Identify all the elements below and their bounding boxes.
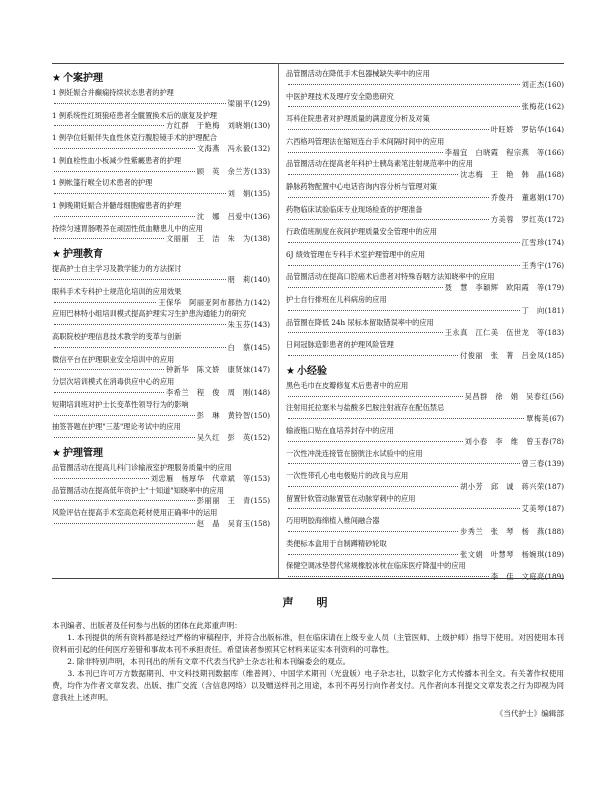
article-authors: 步秀兰 张 琴 杨 燕 bbox=[460, 527, 545, 537]
dot-leader bbox=[54, 279, 226, 280]
article-authors: 胡小芳 邱 诚 蒋兴荣 bbox=[460, 481, 545, 491]
dot-leader bbox=[54, 302, 156, 303]
author-line bbox=[286, 414, 564, 425]
dot-leader bbox=[288, 287, 443, 288]
toc-entry bbox=[286, 137, 564, 159]
article-title: 持续匀速胃肠喂养在顽固性低血糖患儿中的应用 bbox=[52, 223, 203, 233]
toc-entry bbox=[286, 426, 564, 448]
author-line bbox=[52, 388, 270, 399]
article-authors: 朋 莉 bbox=[227, 274, 251, 284]
author-line bbox=[286, 102, 564, 113]
dot-leader bbox=[54, 216, 195, 217]
article-authors: 张梅花 bbox=[521, 102, 545, 112]
dot-leader bbox=[54, 125, 164, 126]
article-title: 药物临床试验临床专业现场检查的护理准备 bbox=[286, 204, 423, 214]
article-title: 1 例系统性红斑狼疮患者全髋置换术后的康复及护理 bbox=[52, 110, 217, 120]
toc-entry bbox=[286, 250, 564, 272]
article-title: 微信平台在护理职业安全培训中的应用 bbox=[52, 354, 175, 364]
dot-leader bbox=[54, 193, 226, 194]
author-line bbox=[52, 234, 270, 245]
toc-entry bbox=[52, 508, 270, 530]
page-number: (168) bbox=[544, 170, 564, 180]
author-line bbox=[52, 212, 270, 223]
toc-entry bbox=[286, 561, 564, 583]
article-title: 耳科住院患者对护理质量的满意度分析及对策 bbox=[286, 114, 430, 124]
page-number: (56) bbox=[549, 391, 564, 401]
author-line bbox=[286, 261, 564, 272]
bottom-rule bbox=[52, 578, 564, 579]
toc-entry bbox=[52, 332, 270, 354]
author-line bbox=[286, 170, 564, 181]
article-authors: 刘正杰 bbox=[521, 79, 545, 89]
toc-entry bbox=[286, 159, 564, 181]
star-icon: ★ bbox=[52, 73, 61, 84]
toc-entry bbox=[286, 471, 564, 493]
dot-leader bbox=[54, 103, 226, 104]
article-title: 黑色毛巾在皮瓣修复术后患者中的应用 bbox=[286, 380, 409, 390]
page-number: (174) bbox=[544, 237, 564, 247]
article-title: 保健空调冰垫替代常规橡胶冰枕在临床医疗降温中的应用 bbox=[286, 561, 466, 571]
page-number: (172) bbox=[544, 215, 564, 225]
author-line bbox=[52, 144, 270, 155]
toc-entry bbox=[52, 355, 270, 377]
article-title: 注射用托拉塞米与盐酸多巴胺注射液存在配伍禁忌 bbox=[286, 403, 445, 413]
article-authors: 梁丽平 bbox=[227, 98, 251, 108]
article-title: 高职院校护理信息技术教学的变革与创新 bbox=[52, 331, 182, 341]
column-divider bbox=[278, 63, 279, 579]
toc-entry bbox=[52, 178, 270, 200]
page-number: (147) bbox=[250, 365, 270, 375]
page-number: (130) bbox=[250, 121, 270, 131]
dot-leader bbox=[288, 531, 458, 532]
toc-entry bbox=[286, 494, 564, 516]
article-authors: 王永真 江仁美 伍世龙 等 bbox=[444, 328, 545, 338]
toc-right-column bbox=[286, 69, 564, 584]
article-title: 类便标本盒用于自制蹲精砂轮取 bbox=[286, 538, 387, 548]
toc-entry bbox=[52, 88, 270, 110]
author-line bbox=[52, 320, 270, 331]
article-authors: 李希兰 程 俊 周 刚 bbox=[166, 387, 251, 397]
page-number: (150) bbox=[250, 410, 270, 420]
page-number: (67) bbox=[549, 414, 564, 424]
toc-entry bbox=[52, 377, 270, 399]
page-number: (183) bbox=[544, 328, 564, 338]
dot-leader bbox=[288, 463, 520, 464]
star-icon: ★ bbox=[52, 447, 61, 459]
dot-leader bbox=[288, 265, 520, 266]
author-line bbox=[52, 343, 270, 354]
toc-entry bbox=[286, 449, 564, 471]
section-heading bbox=[52, 447, 270, 460]
dot-leader bbox=[288, 441, 463, 442]
toc-entry bbox=[52, 201, 270, 223]
author-line bbox=[52, 167, 270, 178]
toc-left-column bbox=[52, 69, 270, 531]
statement-signature: 《当代护士》编辑部 bbox=[495, 709, 564, 718]
dot-leader bbox=[54, 500, 195, 501]
article-authors: 覃梅英 bbox=[526, 414, 550, 424]
author-line bbox=[286, 550, 564, 561]
article-title: 1 例晚期妊娠合并髓母细胞瘤患者的护理 bbox=[52, 200, 182, 210]
page-number: (158) bbox=[250, 518, 270, 528]
toc-entry bbox=[52, 224, 270, 246]
dot-leader bbox=[288, 508, 520, 509]
toc-entry bbox=[52, 264, 270, 286]
article-authors: 叶旺娇 罗钻华 bbox=[490, 124, 545, 134]
dot-leader bbox=[288, 554, 458, 555]
article-title: 行政值班制度在夜间护理质量安全管理中的应用 bbox=[286, 227, 437, 237]
author-line bbox=[286, 238, 564, 249]
article-title: 一次性带孔心电电极贴片的改良与应用 bbox=[286, 471, 409, 481]
article-title: 一次性冲洗连接管在膀胱注水试验中的应用 bbox=[286, 448, 423, 458]
page-number: (189) bbox=[544, 572, 564, 582]
dot-leader bbox=[288, 219, 489, 220]
article-authors: 艾美琴 bbox=[521, 504, 545, 514]
page-number: (153) bbox=[250, 473, 270, 483]
article-authors: 顾 英 余兰芳 bbox=[196, 166, 251, 176]
statement-block bbox=[52, 584, 564, 719]
article-authors: 文丽丽 王 洁 朱 为 bbox=[166, 234, 251, 244]
article-title: 风险评估在提高手术室高危耗材使用正确率中的运用 bbox=[52, 508, 218, 518]
dot-leader bbox=[54, 369, 164, 370]
page-number: (187) bbox=[544, 504, 564, 514]
author-line bbox=[52, 365, 270, 376]
section-label: 小经验 bbox=[296, 365, 327, 377]
table-of-contents bbox=[52, 63, 564, 582]
page-number: (142) bbox=[250, 297, 270, 307]
article-title: 品管圈活动在提高口腔癌术后患者对特殊吞咽方法知晓率中的应用 bbox=[286, 272, 495, 282]
article-title: 应用巴林特小组培训模式提高护理实习生护患沟通能力的研究 bbox=[52, 309, 247, 319]
page-number: (140) bbox=[250, 274, 270, 284]
toc-entry bbox=[52, 133, 270, 155]
toc-entry bbox=[286, 92, 564, 114]
section-heading bbox=[286, 365, 564, 378]
author-line bbox=[52, 121, 270, 132]
article-title: 品管圈活动在提高老年科护士胰岛素笔注射规范率中的应用 bbox=[286, 159, 473, 169]
page-number: (138) bbox=[250, 234, 270, 244]
article-title: 提高护士自主学习及教学能力的方法探讨 bbox=[52, 264, 182, 274]
toc-entry bbox=[286, 69, 564, 91]
toc-entry bbox=[286, 182, 564, 204]
author-line bbox=[286, 80, 564, 91]
dot-leader bbox=[54, 523, 195, 524]
author-line bbox=[286, 527, 564, 538]
article-authors: 彭丽丽 王 青 bbox=[196, 496, 251, 506]
page-number: (164) bbox=[544, 124, 564, 134]
article-authors: 文海燕 冯永毅 bbox=[196, 143, 251, 153]
article-title: 护士自行排班在儿科病房的应用 bbox=[286, 294, 387, 304]
author-line bbox=[286, 437, 564, 448]
page-number: (179) bbox=[544, 283, 564, 293]
article-authors: 沈志梅 王 艳 韩 晶 bbox=[460, 170, 545, 180]
article-title: 1 例妊娠合并癫痫持续状态患者的护理 bbox=[52, 88, 174, 97]
page-number: (132) bbox=[250, 143, 270, 153]
section-label: 个案护理 bbox=[62, 73, 103, 84]
article-title: 抽签答题在护理"三基"理论考试中的应用 bbox=[52, 422, 181, 432]
toc-entry bbox=[286, 295, 564, 317]
article-title: 品管圈在降低 24h 尿标本留取错误率中的应用 bbox=[286, 317, 434, 327]
article-authors: 吴久红 彭 英 bbox=[196, 433, 251, 443]
section-label: 护理教育 bbox=[62, 249, 103, 261]
article-title: 品管圈活动在提高儿科门诊输液室护理服务质量中的应用 bbox=[52, 462, 232, 472]
star-icon: ★ bbox=[52, 249, 61, 261]
dot-leader bbox=[54, 324, 226, 325]
dot-leader bbox=[54, 392, 164, 393]
author-line bbox=[286, 125, 564, 136]
page-number: (152) bbox=[250, 433, 270, 443]
article-authors: 江雪珍 bbox=[521, 237, 545, 247]
statement-paragraph: 3. 本刊已许可万方数据期刊、中文科技期刊数据库（维普网）、中国学术期刊（光盘版）电子杂志社，以数字化方式传播本刊全文。有关著作权使用费，均作为作者文章发表、出版、推广交流（含信息网络）以及赠送样刊之用途，本刊不再另行向作者支付。凡作者向本刊提交文章发表之行为即视为同意我社上述声明。 bbox=[52, 669, 564, 702]
article-authors: 赵 晶 吴育玉 bbox=[196, 518, 251, 528]
author-line bbox=[286, 283, 564, 294]
section-label: 护理管理 bbox=[62, 447, 103, 459]
dot-leader bbox=[54, 478, 149, 479]
article-title: 1 例帐篷行喉全切术患者的护理 bbox=[52, 178, 153, 188]
article-title: 中医护理技术及理疗安全隐患研究 bbox=[286, 91, 394, 101]
section-heading bbox=[52, 248, 270, 261]
article-title: 6J 绩效管理在专科手术室护理管理中的应用 bbox=[286, 249, 426, 259]
statement-paragraph: 2. 除非特别声明，本刊刊出的所有文章不代表当代护士杂志社和本刊编委会的观点。 bbox=[52, 657, 351, 666]
author-line bbox=[286, 459, 564, 470]
page-number: (170) bbox=[544, 192, 564, 202]
article-authors: 张文娟 叶慧琴 杨婉琪 bbox=[460, 549, 545, 559]
toc-entry bbox=[52, 463, 270, 485]
page-number: (162) bbox=[544, 102, 564, 112]
toc-entry bbox=[52, 486, 270, 508]
dot-leader bbox=[288, 310, 520, 311]
toc-entry bbox=[52, 287, 270, 309]
article-authors: 聂 慧 李颖辉 欧阳霞 等 bbox=[444, 283, 545, 293]
author-line bbox=[286, 328, 564, 339]
dot-leader bbox=[288, 486, 458, 487]
dot-leader bbox=[288, 355, 458, 356]
article-authors: 刘小春 李 维 曾玉春 bbox=[464, 436, 550, 446]
page-number: (136) bbox=[250, 211, 270, 221]
article-title: 1 例孕位妊娠伴失血性休克行腹腔镜手术的护理配合 bbox=[52, 133, 217, 143]
star-icon: ★ bbox=[286, 365, 295, 377]
dot-leader bbox=[54, 148, 195, 149]
page-number: (160) bbox=[544, 79, 564, 89]
article-authors: 乔俊丹 董惠娟 bbox=[490, 192, 545, 202]
article-authors: 钟新华 陈文娇 康贤妹 bbox=[166, 365, 251, 375]
toc-entry bbox=[286, 272, 564, 294]
article-authors: 朱玉芬 bbox=[227, 320, 251, 330]
dot-leader bbox=[288, 396, 463, 397]
page-number: (139) bbox=[544, 459, 564, 469]
dot-leader bbox=[288, 197, 489, 198]
dot-leader bbox=[288, 106, 520, 107]
author-line bbox=[286, 306, 564, 317]
dot-leader bbox=[288, 242, 520, 243]
author-line bbox=[52, 496, 270, 507]
page-number: (188) bbox=[544, 527, 564, 537]
page-number: (155) bbox=[250, 496, 270, 506]
toc-entry bbox=[52, 309, 270, 331]
author-line bbox=[286, 215, 564, 226]
author-line bbox=[286, 193, 564, 204]
author-line bbox=[52, 411, 270, 422]
author-line bbox=[286, 148, 564, 159]
page-number: (189) bbox=[544, 549, 564, 559]
article-title: 六西格玛管理法在缩短连台手术间隔时间中的应用 bbox=[286, 136, 445, 146]
page-number: (166) bbox=[544, 147, 564, 157]
author-line bbox=[52, 298, 270, 309]
statement-title: 声 明 bbox=[282, 596, 334, 609]
dot-leader bbox=[288, 418, 524, 419]
toc-entry bbox=[286, 227, 564, 249]
article-title: 分层次培训模式在消毒供应中心的应用 bbox=[52, 377, 175, 387]
page-number: (148) bbox=[250, 387, 270, 397]
author-line bbox=[286, 504, 564, 515]
dot-leader bbox=[54, 437, 195, 438]
dot-leader bbox=[288, 174, 458, 175]
page-number: (133) bbox=[250, 166, 270, 176]
toc-entry bbox=[286, 403, 564, 425]
toc-entry bbox=[286, 539, 564, 561]
author-line bbox=[52, 474, 270, 485]
article-authors: 彭 琳 黄铃智 bbox=[196, 410, 251, 420]
author-line bbox=[286, 351, 564, 362]
article-authors: 王秀宇 bbox=[521, 260, 545, 270]
page-number: (143) bbox=[250, 320, 270, 330]
article-authors: 白 蔡 bbox=[227, 342, 251, 352]
article-title: 输液瓶口贴在血培养封存中的应用 bbox=[286, 425, 394, 435]
page-number: (185) bbox=[544, 350, 564, 360]
article-title: 短期培训班对护士长变革性领导行为的影响 bbox=[52, 399, 189, 409]
toc-entry bbox=[286, 340, 564, 362]
article-authors: 沈 娜 吕爱中 bbox=[196, 211, 251, 221]
page-number: (135) bbox=[250, 189, 270, 199]
author-line bbox=[286, 482, 564, 493]
article-authors: 方红群 于艳梅 刘晓娟 bbox=[166, 121, 251, 131]
page-number: (78) bbox=[549, 436, 564, 446]
section-heading bbox=[52, 72, 270, 85]
article-authors: 李福宜 白晓霞 程宗燕 等 bbox=[444, 147, 545, 157]
dot-leader bbox=[288, 152, 443, 153]
toc-entry bbox=[286, 318, 564, 340]
page-number: (145) bbox=[250, 342, 270, 352]
dot-leader bbox=[54, 238, 164, 239]
article-authors: 曾三春 bbox=[521, 459, 545, 469]
article-authors: 王保华 阿丽亚阿布都热力 bbox=[158, 297, 251, 307]
toc-entry bbox=[286, 516, 564, 538]
statement-paragraph: 本刊编者、出版者及任何参与出版的团体在此郑重声明： bbox=[52, 621, 242, 630]
toc-entry bbox=[286, 114, 564, 136]
article-authors: 刘 娟 bbox=[227, 189, 251, 199]
author-line bbox=[52, 189, 270, 200]
toc-entry bbox=[286, 381, 564, 403]
article-authors: 刘忠雁 杨厚华 代章斌 等 bbox=[150, 473, 251, 483]
toc-entry bbox=[286, 205, 564, 227]
statement-paragraph: 1. 本刊提供的所有资料都是经过严格的审稿程序，并符合出版标准，但在临床请在上级专业人员（主管医师、上级护师）指导下使用。对因使用本刊资料而引起的任何医疗差错和事故本刊不承担责任。希望读者参照其它材料来证实本刊资料的可靠性。 bbox=[52, 633, 564, 654]
dot-leader bbox=[54, 415, 195, 416]
article-authors: 方美蓉 罗红英 bbox=[490, 215, 545, 225]
top-rule bbox=[52, 63, 564, 64]
page-number: (176) bbox=[544, 260, 564, 270]
article-title: 品管圈活动在提高低年资护士"十知道"知晓率中的应用 bbox=[52, 485, 224, 495]
author-line bbox=[52, 433, 270, 444]
article-authors: 付俊丽 张 菁 吕金凤 bbox=[460, 350, 545, 360]
page-number: (181) bbox=[544, 305, 564, 315]
article-title: 留置针软管动脉置管在动脉穿刺中的应用 bbox=[286, 493, 416, 503]
dot-leader bbox=[54, 171, 195, 172]
author-line bbox=[52, 519, 270, 530]
dot-leader bbox=[54, 347, 226, 348]
article-title: 日间冠脉造影患者的护理风险管理 bbox=[286, 340, 394, 350]
dot-leader bbox=[288, 84, 520, 85]
article-authors: 李 佳 文庭亮 bbox=[490, 572, 545, 582]
article-title: 品管圈活动在降低手术包器械缺失率中的应用 bbox=[286, 69, 430, 78]
article-authors: 吴昌群 徐 娟 吴春红 bbox=[464, 391, 550, 401]
toc-entry bbox=[52, 422, 270, 444]
toc-entry bbox=[52, 111, 270, 133]
page-number: (187) bbox=[544, 481, 564, 491]
toc-entry bbox=[52, 156, 270, 178]
author-line bbox=[52, 275, 270, 286]
article-title: 巧用明胶海绵植入椎间融合器 bbox=[286, 516, 380, 526]
author-line bbox=[52, 99, 270, 110]
dot-leader bbox=[288, 332, 443, 333]
toc-entry bbox=[52, 400, 270, 422]
article-authors: 丁 向 bbox=[521, 305, 545, 315]
article-title: 眼科手术专科护士规范化培训的应用效果 bbox=[52, 286, 182, 296]
article-title: 静脉药物配置中心电话咨询内容分析与管理对策 bbox=[286, 181, 437, 191]
author-line bbox=[286, 392, 564, 403]
dot-leader bbox=[288, 129, 489, 130]
article-title: 1 例血栓性血小板减少性紫癜患者的护理 bbox=[52, 155, 182, 165]
page-number: (129) bbox=[250, 98, 270, 108]
